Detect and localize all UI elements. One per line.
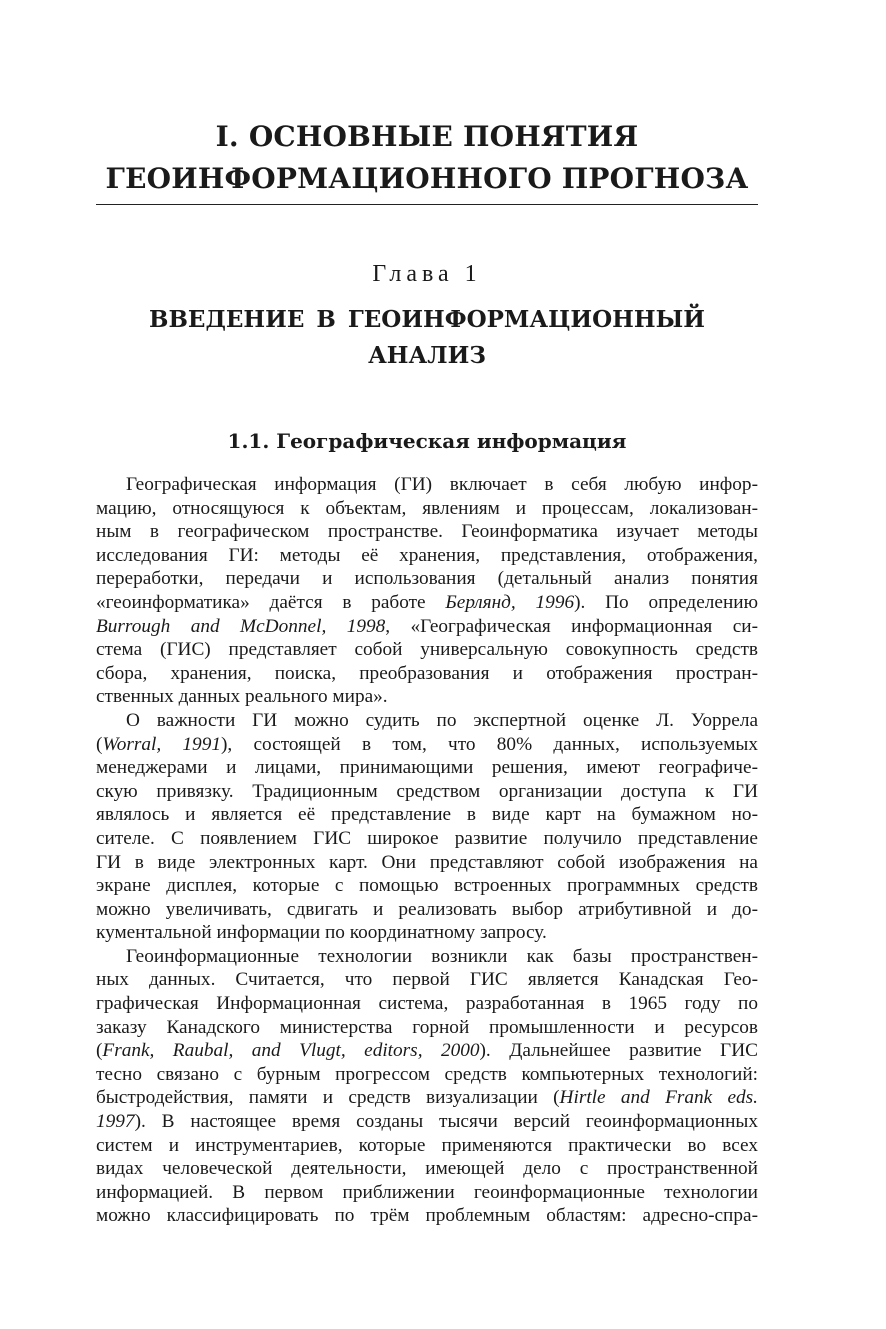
text-run: кументальной информации по координатному запросу. [96,922,547,944]
text-run: быстродействия, памяти и средств визуализации ( [96,1087,560,1109]
text-run: можно классифицировать по трём проблемным областям: адресно-спра- [96,1205,758,1227]
text-line [96,1204,758,1228]
text-run: «геоинформатика» даётся в работе [96,591,446,613]
text-run: систем и инструментариев, которые применяются практически во всех [96,1134,758,1156]
text-line [96,1086,758,1110]
paragraph [96,473,758,709]
text-run: ). В настоящее время созданы тысячи версий геоинформационных [134,1111,758,1133]
text-run: скую привязку. Традиционным средством организации доступа к ГИ [96,780,758,802]
chapter-label: Глава 1 [372,261,482,287]
part-title-line-2: ГЕОИНФОРМАЦИОННОГО ПРОГНОЗА [105,162,749,195]
citation: Hirtle and Frank eds. [559,1087,758,1109]
text-line [96,921,758,945]
text-line [96,497,758,521]
text-line [96,709,758,733]
text-line [96,1134,758,1158]
title-rule [96,204,758,205]
text-run: ГИ в виде электронных карт. Они представляют собой изображения на [96,851,758,873]
text-run: О важности ГИ можно судить по экспертной оценке Л. Уоррела [126,709,758,731]
chapter-title-line-1: ВВЕДЕНИЕ В ГЕОИНФОРМАЦИОННЫЙ [149,306,705,333]
chapter-title-line-2: АНАЛИЗ [368,342,486,369]
text-line [96,591,758,615]
text-run: информацией. В первом приближении геоинформационные технологии [96,1181,758,1203]
text-run: сителе. С появлением ГИС широкое развитие получило представление [96,827,758,849]
text-run: тесно связано с бурным прогрессом средств компьютерных технологий: [96,1063,758,1085]
text-line [96,992,758,1016]
citation: Burrough and McDonnel, 1998 [96,615,386,637]
text-run: ных данных. Считается, что первой ГИС является Канадская Гео- [96,969,758,991]
text-run: ). Дальнейшее развитие ГИС [479,1040,758,1062]
citation: Берлянд, 1996 [445,591,575,613]
text-line [96,780,758,804]
text-run: ). По определению [574,591,758,613]
body-text [96,473,758,1228]
text-run: менеджерами и лицами, принимающими решения, имеют географиче- [96,757,758,779]
text-run: видах человеческой деятельности, имеющей дело с пространственной [96,1158,758,1180]
text-line [96,685,758,709]
text-line [96,473,758,497]
text-line [96,520,758,544]
text-run: графическая Информационная система, разработанная в 1965 году по [96,993,758,1015]
text-run: являлось и является её представление в виде карт на бумажном но- [96,804,758,826]
text-run: можно увеличивать, сдвигать и реализовать выбор атрибутивной и до- [96,898,758,920]
citation: 1997 [96,1111,135,1133]
text-run: ( [96,733,103,755]
text-line [96,567,758,591]
text-run: Географическая информация (ГИ) включает в себя любую инфор- [126,474,758,495]
text-run: исследования ГИ: методы её хранения, представления, отображения, [96,544,758,566]
part-title-line-1: I. ОСНОВНЫЕ ПОНЯТИЯ [215,120,639,153]
text-line [96,1110,758,1134]
paragraph [96,945,758,1228]
text-line [96,1039,758,1063]
text-run: заказу Канадского министерства горной промышленности и ресурсов [96,1016,758,1038]
citation: Frank, Raubal, and Vlugt, editors, 2000 [102,1040,480,1062]
text-run: переработки, передачи и использования (детальный анализ понятия [96,568,758,590]
text-line [96,615,758,639]
text-line [96,1063,758,1087]
text-line [96,638,758,662]
text-line [96,733,758,757]
text-line [96,662,758,686]
text-run: ственных данных реального мира». [96,686,388,708]
text-line [96,851,758,875]
text-line [96,968,758,992]
text-run: сбора, хранения, поиска, преобразования и отображения простран- [96,662,758,684]
text-run: экране дисплея, которые с помощью встроенных программных средств [96,875,758,897]
text-line [96,1016,758,1040]
chapter-title [96,302,758,374]
part-title [96,116,758,200]
section-title: 1.1. Географическая информация [227,429,627,453]
text-line [96,544,758,568]
text-run: ( [96,1040,103,1062]
text-line [96,1181,758,1205]
text-line [96,898,758,922]
text-run: , «Географическая информационная си- [385,615,758,637]
citation: Worral, 1991 [102,733,221,755]
paragraph [96,709,758,945]
text-line [96,874,758,898]
text-run: ным в географическом пространстве. Геоинформатика изучает методы [96,521,758,543]
text-line [96,1157,758,1181]
text-run: мацию, относящуюся к объектам, явлениям и процессам, локализован- [96,497,758,519]
text-line [96,803,758,827]
text-run: стема (ГИС) представляет собой универсальную совокупность средств [96,639,758,661]
text-line [96,827,758,851]
text-run: ), состоящей в том, что 80% данных, используемых [220,733,758,755]
text-run: Геоинформационные технологии возникли как базы пространствен- [126,945,758,967]
text-line [96,945,758,969]
text-line [96,756,758,780]
